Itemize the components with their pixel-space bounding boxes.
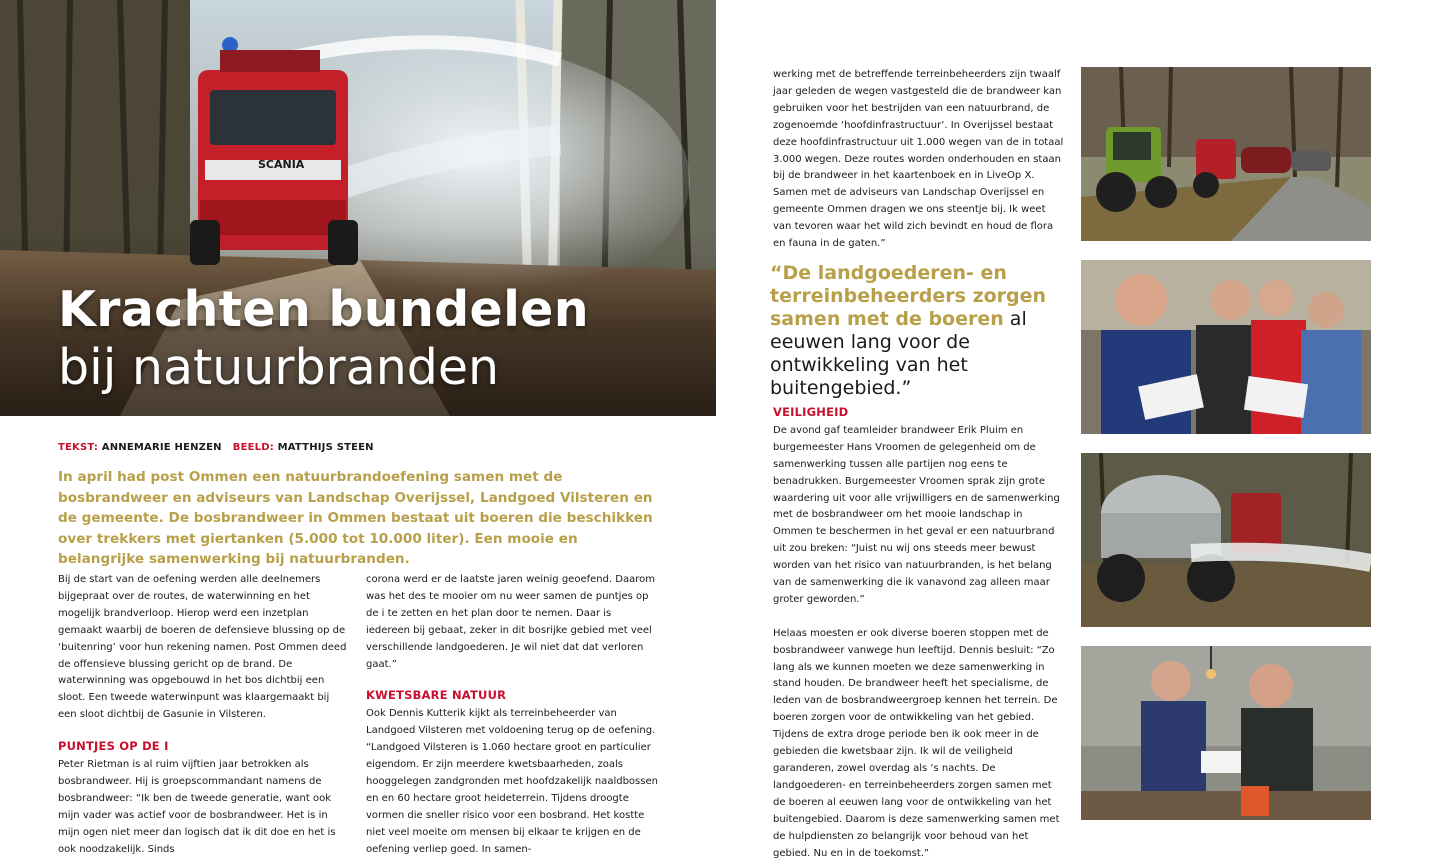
pull-quote-rest: al eeuwen lang voor de ontwikkeling van het buitengebied.” [770, 308, 1027, 399]
title-line-1: Krachten bundelen [58, 281, 589, 338]
photo-credit-label: BEELD: [232, 442, 274, 453]
body-paragraph: Peter Rietman is al ruim vijftien jaar betrokken als bosbrandweer. Hij is groepscommandant namens de bosbrandweer: “Ik ben de tweede generatie, want ook mijn vader was actief voor de bosbrandweer. Het is in mijn ogen niet meer dan logisch dat ik dit doe en het is ook noodzakelijk. Sinds [58, 759, 336, 855]
body-paragraph: werking met de betreffende terreinbeheerders zijn twaalf jaar geleden de wegen vastgesteld die de brandweer kan gebruiken voor het bestrijden van een natuurbrand, de zogenoemde ‘hoofdinfrastructuur’. In Overijssel bestaat deze hoofdinfrastructuur uit 1.000 wegen van de in totaal 3.000 wegen. Deze routes worden onderhouden en staan bij de brandweer in het kaartenboek en in LiveOp X. Samen met de adviseurs van Landschap Overijssel en gemeente Ommen dragen we ons steentje bij. Ik weet van tevoren waar het wild zich bevindt en houd de flora en fauna in de gaten.” [773, 69, 1064, 250]
body-paragraph: Ook Dennis Kutterik kijkt als terreinbeheerder van Landgoed Vilsteren met voldoening terug op de oefening. “Landgoed Vilsteren is 1.060 hectare groot en particulier eigendom. Er zijn meerdere kwetsbaarheden, zoals hooggelegen zandgronden met hoofdzakelijk naaldbossen en en 60 hectare groot heideterrein. Tijdens droogte vormen die sneller risico voor een bosbrand. Het kostte niet veel moeite om mensen bij elkaar te krijgen en de oefening verliep goed. In samen- [366, 708, 658, 855]
body-paragraph: Helaas moesten er ook diverse boeren stoppen met de bosbrandweer vanwege hun leeftijd. Dennis besluit: “Zo lang als we kunnen moeten we deze samenwerking in stand houden. De brandweer heeft het specialisme, de leden van de bosbrandweergroep kennen het terrein. De boeren zorgen voor de ontwikkeling van het gebied. Tijdens de extra droge periode ben ik ook meer in de gebieden die kwetsbaar zijn. Ik wil de veiligheid garanderen, zowel overdag als ‘s nachts. De landgoederen- en terreinbeheerders zorgen samen met de boeren al eeuwen lang voor de ontwikkeling van het buitengebied. Daarom is deze samenwerking samen met de hulpdiensten zo belangrijk voor behoud van het gebied. Nu en in de toekomst.” [773, 627, 1060, 859]
body-paragraph: De avond gaf teamleider brandweer Erik Pluim en burgemeester Hans Vroomen de gelegenheid om de samenwerking tussen alle partijen nog eens te benadrukken. Burgemeester Vroomen sprak zijn grote waardering uit voor alle vrijwilligers en de samenwerking met de bosbrandweer om het mooie landschap in Ommen te beschermen in het geval er een natuurbrand uit zou breken: “Juist nu wij ons steeds meer bewust worden van het risico van natuurbranden, is het belang van de samenwerking die ik vanavond zag alleen maar groter geworden.” [773, 424, 1060, 605]
body-column-2 [366, 572, 658, 859]
body-column-3-bottom [773, 404, 1065, 862]
text-credit-label: TEKST: [58, 442, 99, 453]
photo-two-men-speaking [1081, 646, 1371, 820]
title-line-2: bij natuurbranden [58, 339, 500, 396]
article-title [58, 282, 589, 398]
photo-tractor-spraying [1081, 453, 1371, 627]
body-paragraph: corona werd er de laatste jaren weinig geoefend. Daarom was het des te mooier om nu weer samen de puntjes op de i te zetten en het plan door te nemen. Daar is iedereen bij gebaat, zeker in dit bosrijke gebied met veel verschillende landgoederen. Je wil niet dat dat verloren gaat.” [366, 574, 656, 670]
pull-quote-highlight: “De landgoederen- en terreinbeheerders zorgen samen met de boeren [770, 262, 1047, 330]
body-paragraph: Bij de start van de oefening werden alle deelnemers bijgepraat over de routes, de waterwinning en het mogelijk brandverloop. Hierop werd een inzetplan gemaakt waarbij de boeren de defensieve blussing op de ‘buitenring’ voor hun rekening namen. Post Ommen deed de offensieve blussing gericht op de brand. De waterwinning was opgebouwd in het bos dichtbij een sloot. Een tweede waterwinpunt was klaargemaakt bij een sloot dichtbij de Gasunie in Vilsteren. [58, 574, 347, 721]
section-heading: VEILIGHEID [773, 405, 849, 419]
text-credit-author: ANNEMARIE HENZEN [101, 442, 222, 453]
body-column-3-top [773, 67, 1065, 253]
photo-credit-author: MATTHIJS STEEN [277, 442, 374, 453]
photo-tractors-on-road [1081, 67, 1371, 241]
section-heading: KWETSBARE NATUUR [366, 688, 507, 703]
credits-line [58, 442, 374, 453]
intro-paragraph: In april had post Ommen een natuurbrandoefening samen met de bosbrandweer en adviseurs van Landschap Overijssel, Landgoed Vilsteren en de gemeente. De bosbrandweer in Ommen bestaat uit boeren die beschikken over trekkers met giertanken (5.000 tot 10.000 liter). Een mooie en belangrijke samenwerking bij natuurbranden. [58, 469, 653, 567]
pull-quote [770, 262, 1070, 400]
section-heading: PUNTJES OP DE I [58, 739, 169, 754]
body-column-1 [58, 572, 348, 859]
photo-group-with-maps [1081, 260, 1371, 434]
